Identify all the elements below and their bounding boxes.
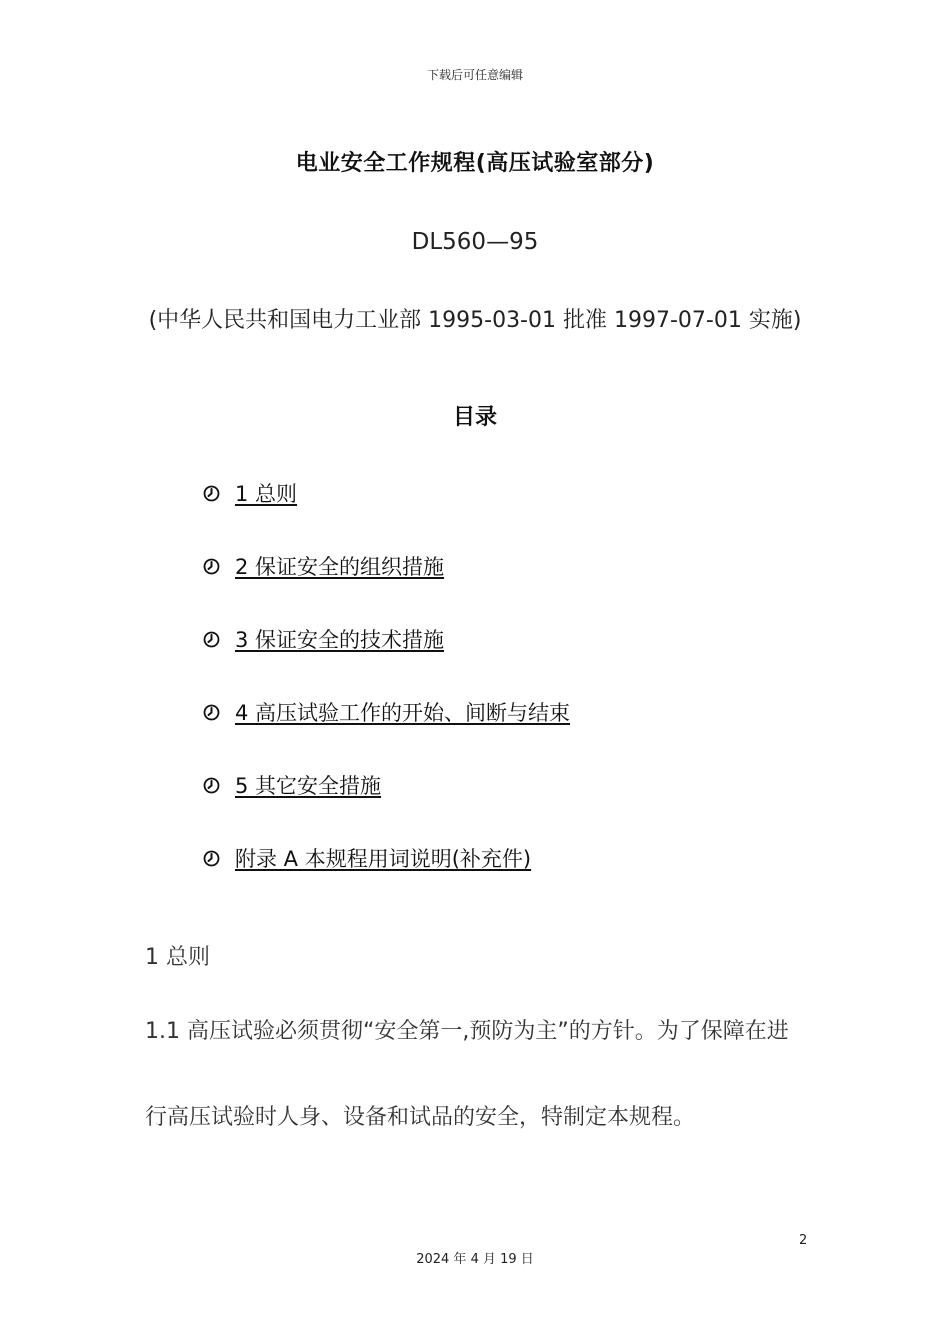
toc-item-work-start-stop[interactable] xyxy=(203,697,570,727)
document-code: DL560—95 xyxy=(411,229,539,255)
clock-bullet-icon xyxy=(203,850,220,867)
document-title: 电业安全工作规程(高压试验室部分) xyxy=(295,151,655,176)
paragraph-line: 1.1 高压试验必须贯彻“安全第一,预防为主”的方针。为了保障在进 xyxy=(145,1019,789,1044)
toc-link[interactable]: 5 其它安全措施 xyxy=(235,774,382,798)
toc-item-technical-measures[interactable] xyxy=(203,624,444,654)
paragraph-line: 行高压试验时人身、设备和试品的安全，特制定本规程。 xyxy=(145,1105,696,1130)
approval-note: (中华人民共和国电力工业部 1995-03-01 批准 1997-07-01 实施) xyxy=(148,308,802,333)
section-title: 1 总则 xyxy=(145,945,210,970)
toc-item-organizational-measures[interactable] xyxy=(203,551,444,581)
clock-bullet-icon xyxy=(203,485,220,502)
toc-link[interactable]: 3 保证安全的技术措施 xyxy=(235,628,445,652)
clock-bullet-icon xyxy=(203,631,220,648)
toc-link[interactable]: 4 高压试验工作的开始、间断与结束 xyxy=(235,701,571,725)
toc-link[interactable]: 2 保证安全的组织措施 xyxy=(235,555,445,579)
toc-heading: 目录 xyxy=(452,405,497,430)
toc-item-other-measures[interactable] xyxy=(203,770,381,800)
clock-bullet-icon xyxy=(203,558,220,575)
footer-date: 2024 年 4 月 19 日 xyxy=(416,1252,534,1267)
toc-item-general[interactable] xyxy=(203,478,297,508)
toc-item-appendix-a[interactable] xyxy=(203,843,531,873)
toc-link[interactable]: 1 总则 xyxy=(235,482,298,506)
page-number: 2 xyxy=(799,1233,808,1248)
clock-bullet-icon xyxy=(203,777,220,794)
toc-link[interactable]: 附录 A 本规程用词说明(补充件) xyxy=(235,847,532,871)
header-note: 下载后可任意编辑 xyxy=(426,68,523,82)
clock-bullet-icon xyxy=(203,704,220,721)
